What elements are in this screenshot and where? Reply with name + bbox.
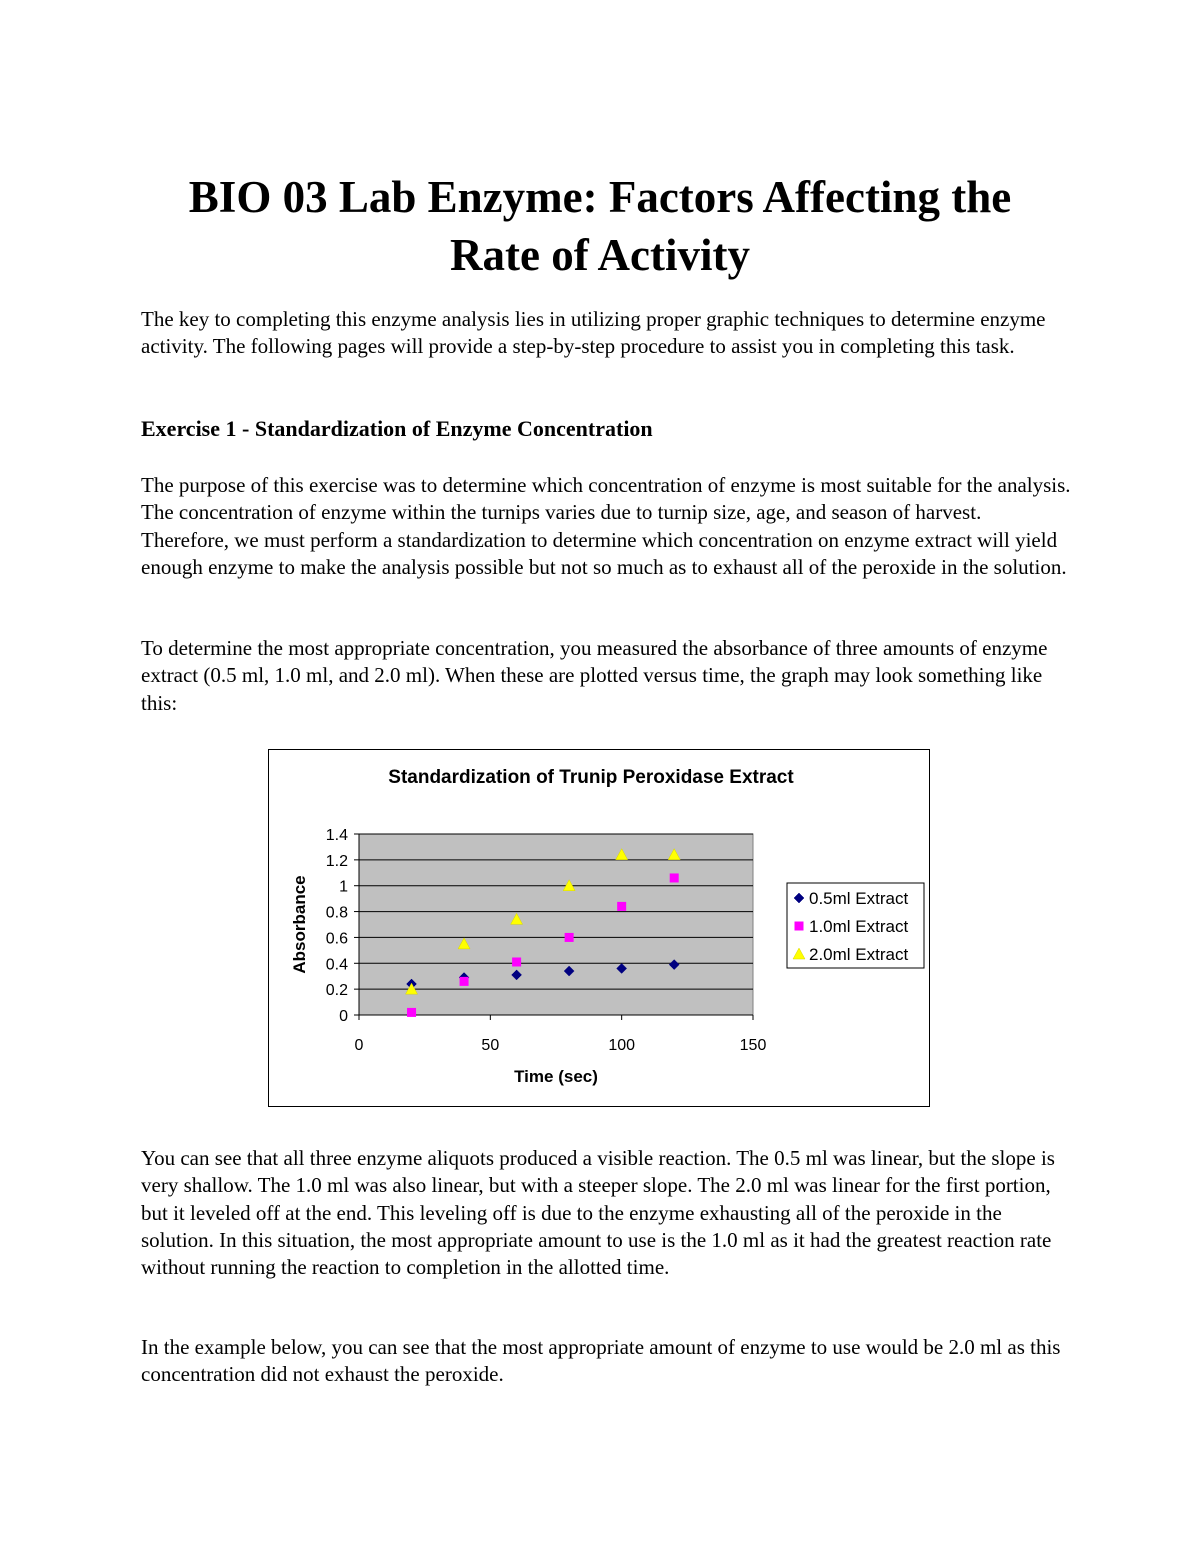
discussion-paragraph: You can see that all three enzyme aliquots produced a visible reaction. The 0.5 ml was linear, but the slope is very shallow. The 1.0 ml was also linear, but with a steeper slope. The 2.0 ml was linear for the first portion, but it leveled off at the end. This leveling off is due to the enzyme exhausting all of the peroxide in the solution. In this situation, the most appropriate amount to use is the 1.0 ml as it had the greatest reaction rate without running the reaction to completion in the allotted time. xyxy=(141,1146,1055,1280)
scatter-chart xyxy=(269,750,929,1106)
y-tick-label: 1 xyxy=(339,878,348,896)
y-tick-label: 0.4 xyxy=(325,956,348,974)
x-tick-label: 150 xyxy=(739,1037,767,1054)
exercise-heading: Exercise 1 - Standardization of Enzyme Concentration xyxy=(141,416,653,441)
y-tick-label: 0.8 xyxy=(325,904,348,922)
y-tick-label: 1.4 xyxy=(325,827,348,844)
data-point-series-2 xyxy=(565,933,574,942)
x-axis-label: Time (sec) xyxy=(514,1067,598,1086)
y-tick-label: 1.2 xyxy=(325,852,348,870)
y-tick-label: 0.6 xyxy=(325,930,348,948)
data-point-series-2 xyxy=(512,957,521,966)
method-paragraph: To determine the most appropriate concentration, you measured the absorbance of three amounts of enzyme extract (0.5 ml, 1.0 ml, and 2.0 ml). When these are plotted versus time, the graph may look something like this: xyxy=(141,636,1048,715)
intro-paragraph: The key to completing this enzyme analysis lies in utilizing proper graphic techniques to determine enzyme activity. The following pages will provide a step-by-step procedure to assist you in completing this task. xyxy=(141,307,1046,359)
y-tick-label: 0 xyxy=(339,1008,348,1025)
x-tick-label: 0 xyxy=(354,1037,364,1054)
title-line-2: Rate of Activity xyxy=(450,230,750,280)
legend-label-3: 2.0ml Extract xyxy=(809,945,909,964)
legend-label-2: 1.0ml Extract xyxy=(809,917,909,936)
data-point-series-2 xyxy=(670,873,679,882)
y-tick-label: 0.2 xyxy=(325,982,348,1000)
data-point-series-2 xyxy=(460,977,469,986)
example-paragraph: In the example below, you can see that the most appropriate amount of enzyme to use would be 2.0 ml as this concentration did not exhaust the peroxide. xyxy=(141,1335,1061,1387)
chart-title: Standardization of Trunip Peroxidase Extract xyxy=(388,767,794,788)
x-tick-label: 100 xyxy=(608,1037,636,1054)
legend-marker-2 xyxy=(795,922,804,931)
chart-frame xyxy=(268,749,930,1107)
data-point-series-2 xyxy=(407,1008,416,1017)
title-line-1: BIO 03 Lab Enzyme: Factors Affecting the xyxy=(188,172,1012,222)
purpose-paragraph: The purpose of this exercise was to determine which concentration of enzyme is most suitable for the analysis. The concentration of enzyme within the turnips varies due to turnip size, age, and season of harvest. Therefore, we must perform a standardization to determine which concentration on enzyme extract will yield enough enzyme to make the analysis possible but not so much as to exhaust all of the peroxide in the solution. xyxy=(141,473,1071,579)
y-axis-label: Absorbance xyxy=(290,875,309,974)
x-tick-label: 50 xyxy=(481,1037,500,1054)
document-title xyxy=(100,168,1100,284)
plot-area xyxy=(359,834,753,1015)
legend-label-1: 0.5ml Extract xyxy=(809,889,909,908)
data-point-series-2 xyxy=(617,902,626,911)
